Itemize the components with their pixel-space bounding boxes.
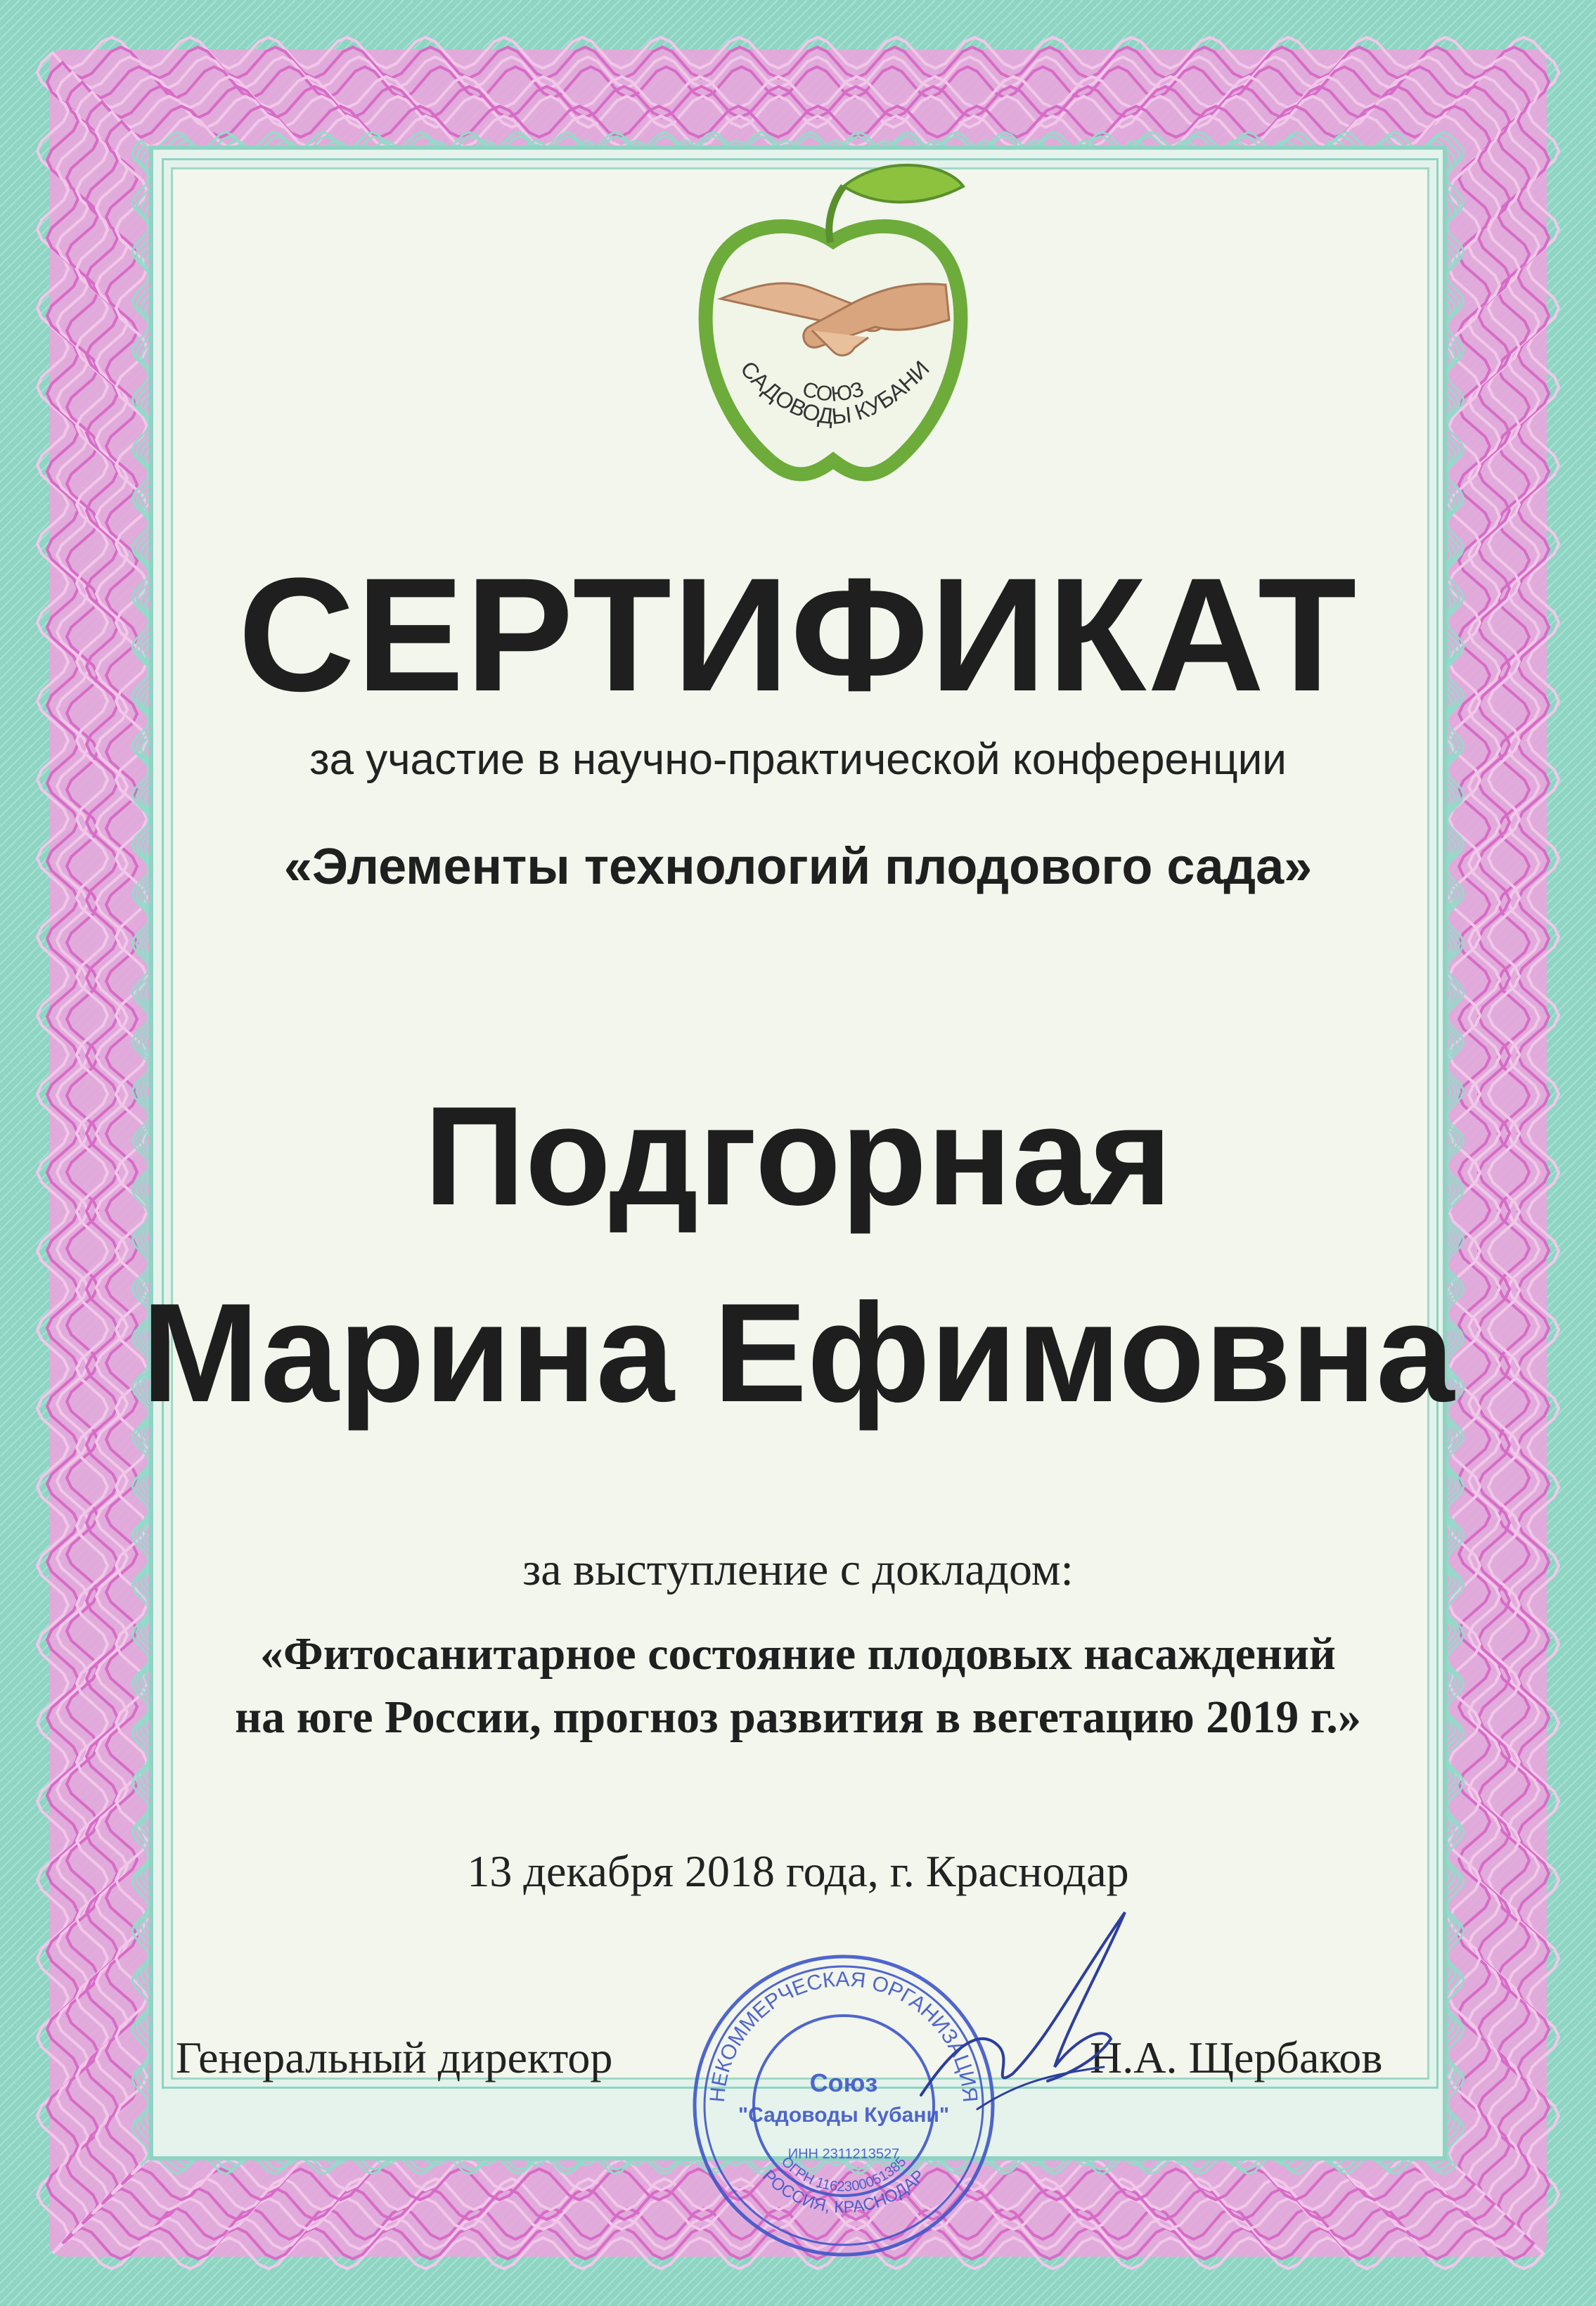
logo-text-line2: САДОВОДЫ КУБАНИ bbox=[735, 356, 934, 430]
apple-handshake-logo bbox=[693, 158, 974, 489]
report-title-line1: «Фитосанитарное состояние плодовых насаждений bbox=[260, 1628, 1336, 1680]
certificate-title: СЕРТИФИКАТ bbox=[238, 544, 1358, 725]
stamp-inn: ИНН 2311213527 bbox=[787, 2146, 900, 2162]
stamp-center-line2: "Садоводы Кубани" bbox=[738, 2104, 950, 2127]
stamp-ogrn: ОГРН 1162300051385 bbox=[778, 2153, 910, 2195]
handwritten-signature bbox=[893, 1898, 1146, 2123]
recipient-given-names: Марина Ефимовна bbox=[141, 1275, 1455, 1431]
date-place: 13 декабря 2018 года, г. Краснодар bbox=[467, 1846, 1129, 1896]
recipient-surname: Подгорная bbox=[424, 1078, 1172, 1235]
conference-name: «Элементы технологий плодового сада» bbox=[283, 839, 1313, 895]
logo-text-line1: СОЮЗ bbox=[799, 377, 867, 406]
report-title-line2: на юге России, прогноз развития в вегетацию 2019 г.» bbox=[235, 1692, 1361, 1743]
signer-position: Генеральный директор bbox=[176, 2033, 613, 2082]
report-label: за выступление с докладом: bbox=[522, 1544, 1074, 1595]
stamp-bottom-text: РОССИЯ, КРАСНОДАР bbox=[759, 2166, 929, 2217]
signer-name: Н.А. Щербаков bbox=[1090, 2033, 1383, 2082]
certificate-subtitle: за участие в научно-практической конференции bbox=[309, 735, 1287, 784]
stamp-outer-text: НЕКОММЕРЧЕСКАЯ ОРГАНИЗАЦИЯ bbox=[705, 1967, 982, 2104]
stamp-center-line1: Союз bbox=[809, 2068, 878, 2097]
